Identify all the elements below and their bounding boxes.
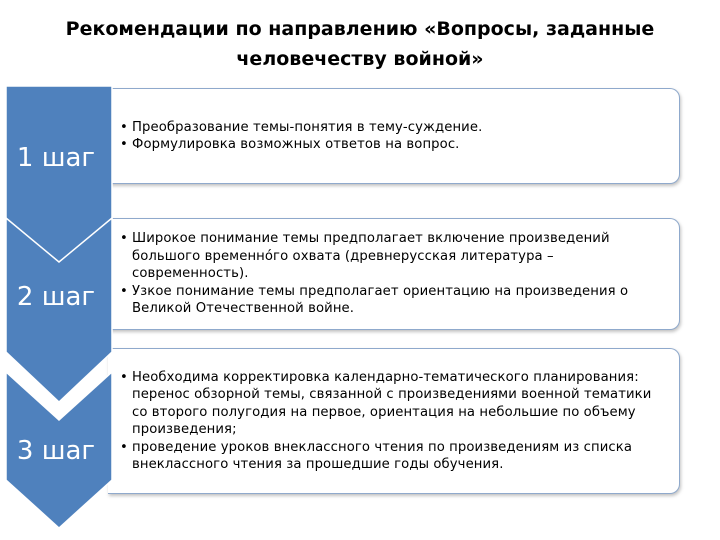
step-3-label: 3 шаг [16,436,96,466]
step-1-bullet-2: • Формулировка возможных ответов на вопрос. [118,136,669,154]
step-1-label: 1 шаг [16,143,96,173]
step-1-bullet-1: • Преобразование темы-понятия в тему-суждение. [118,119,669,137]
title-line-2: человечеству войной» [236,48,484,70]
step-3-bullet-2: • проведение уроков внеклассного чтения по произведениям из списка внеклассного чтения за прошедшие годы обучения. [118,439,669,474]
step-2-label: 2 шаг [16,282,96,312]
step-3-bullet-1: • Необходима корректировка календарно-тематического планирования: перенос обзорной темы, связанной с произведениями военной тематики со второго полугодия на первое, ориентация на небольшие по объему произведения; [118,369,669,439]
step-2-bullet-2: • Узкое понимание темы предполагает ориентацию на произведения о Великой Отечественной войне. [118,283,669,318]
step-2-bullet-1: • Широкое понимание темы предполагает включение произведений большого временнóго охвата (древнерусская литература – современность). [118,230,669,283]
title-line-1: Рекомендации по направлению «Вопросы, заданные [65,18,655,40]
